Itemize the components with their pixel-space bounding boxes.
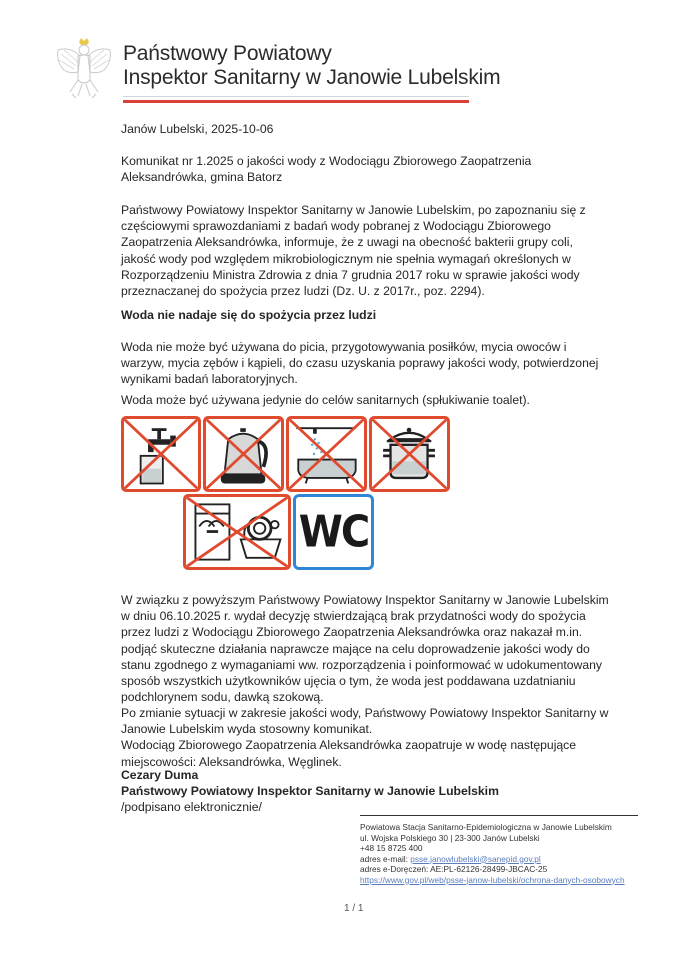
footer-edelivery-address: AE:PL-62126-28499-JBCAC-25 xyxy=(430,864,548,874)
no-bathing-icon xyxy=(286,416,367,492)
paragraph-followup xyxy=(121,705,611,770)
no-cooking-icon xyxy=(369,416,450,492)
institution-name-line1: Państwowy Powiatowy xyxy=(123,42,332,65)
signature-note: /podpisano elektronicznie/ xyxy=(121,800,262,814)
paragraph-decision: W związku z powyższym Państwowy Powiatowy Inspektor Sanitarny w Janowie Lubelskim w dniu 06.10.2025 r. wydał decyzję stwierdzającą brak przydatności wody do spożycia przez ludzi z Wodociągu Zbiorowego Zaopatrzenia Aleksandrówka oraz nakazał m.in. podjąć skuteczne działania naprawcze mające na celu doprowadzenie jakości wody do stanu zgodnego z wymaganiami ww. rozporządzenia i poinformować w udokumentowany sposób wszystkich użytkowników ujęcia o tym, że woda jest poddawana uzdatnianiu podchlorynem sodu, dawką szokową. xyxy=(121,593,609,705)
paragraph-served-localities: Wodociąg Zbiorowego Zaopatrzenia Aleksandrówka zaopatruje w wodę następujące miejscowości: Aleksandrówka, Węglinek. xyxy=(121,738,577,769)
footer-email-link[interactable]: psse.janowlubelski@sanepid.gov.pl xyxy=(410,853,541,864)
signatory-name: Cezary Duma xyxy=(121,768,199,782)
header-divider-thin xyxy=(123,96,469,97)
signatory-title: Państwowy Powiatowy Inspektor Sanitarny w Janowie Lubelskim xyxy=(121,784,499,798)
document-subject: Komunikat nr 1.2025 o jakości wody z Wodociągu Zbiorowego Zaopatrzenia Aleksandrówka, gmina Batorz xyxy=(121,154,532,185)
wc-label: WC xyxy=(298,506,369,558)
footer-email-label: adres e-mail: xyxy=(360,853,411,864)
page-number: 1 / 1 xyxy=(344,903,364,914)
paragraph-next-communication: Po zmianie sytuacji w zakresie jakości wody, Państwowy Powiatowy Inspektor Sanitarny w Janowie Lubelskim wyda stosowny komunikat. xyxy=(121,706,609,737)
footer-email-row xyxy=(360,854,660,865)
footer-edelivery-label: adres e-Doręczeń: xyxy=(360,864,431,874)
paragraph-restrictions: Woda nie może być używana do picia, przygotowywania posiłków, mycia owoców i warzyw, mycia zębów i kąpieli, do czasu uzyskania poprawy jakości wody, potwierdzonej wynikami badań laboratoryjnych. xyxy=(121,340,599,387)
paragraph-findings: Państwowy Powiatowy Inspektor Sanitarny w Janowie Lubelskim, po zapoznaniu się z częściowymi sprawozdaniami z badań wody pobranej z Wodociągu Zbiorowego Zaopatrzenia Aleksandrówka, informuje, że z uwagi na obecność bakterii grupy coli, jakość wody pod względem mikrobiologicznym nie spełnia wymagań określonych w Rozporządzeniu Ministra Zdrowia z dnia 7 grudnia 2017 roku w sprawie jakości wody przeznaczanej do spożycia przez ludzi (Dz. U. z 2017r., poz. 2294). xyxy=(121,203,586,299)
no-kettle-icon xyxy=(203,416,284,492)
no-drinking-tap-icon xyxy=(121,416,201,492)
institution-name xyxy=(123,42,500,90)
footer-edelivery-row xyxy=(360,864,660,875)
footer-phone: +48 15 8725 400 xyxy=(360,843,423,853)
paragraph-allowed-use: Woda może być używana jedynie do celów sanitarnych (spłukiwanie toalet). xyxy=(121,393,530,407)
no-dishwashing-icon xyxy=(183,494,291,570)
footer-privacy-link[interactable]: https://www.gov.pl/web/psse-janow-lubelski/ochrona-danych-osobowych xyxy=(360,874,625,885)
header-divider-red xyxy=(123,100,469,103)
footer-divider xyxy=(360,815,638,816)
document-date: Janów Lubelski, 2025-10-06 xyxy=(121,122,274,136)
warning-heading: Woda nie nadaje się do spożycia przez ludzi xyxy=(121,308,377,322)
footer-address: ul. Wojska Polskiego 30 | 23-300 Janów Lubelski xyxy=(360,832,540,843)
footer-contact-block xyxy=(360,822,660,885)
wc-allowed-icon xyxy=(293,494,374,570)
footer-org: Powiatowa Stacja Sanitarno-Epidemiologiczna w Janowie Lubelskim xyxy=(360,822,612,832)
institution-name-line2: Inspektor Sanitarny w Janowie Lubelskim xyxy=(123,66,501,89)
polish-eagle-emblem-icon xyxy=(52,36,116,102)
